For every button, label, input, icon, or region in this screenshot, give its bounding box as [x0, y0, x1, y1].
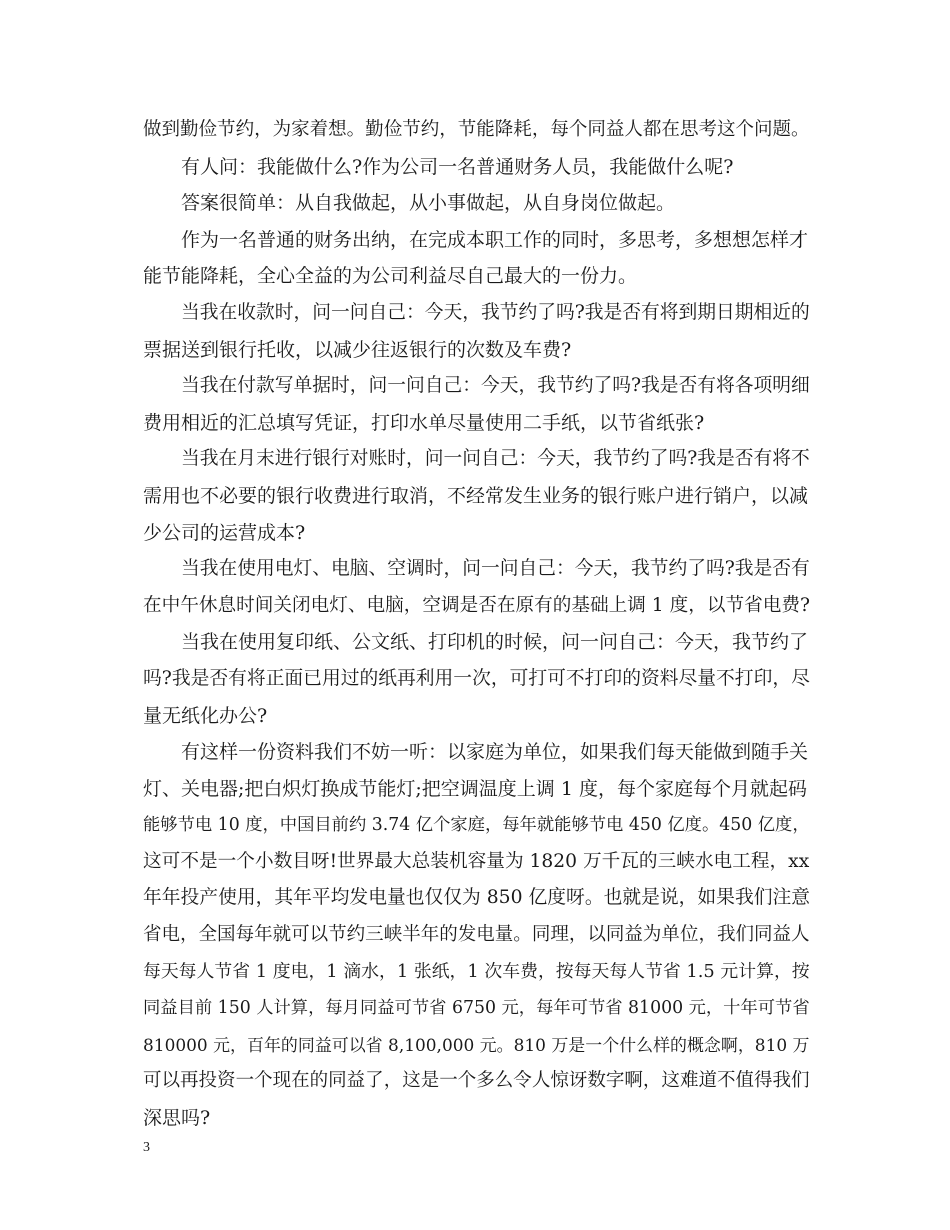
text-line: 做到勤俭节约，为家着想。勤俭节约，节能降耗，每个同益人都在思考这个问题。 — [143, 119, 810, 140]
text-line: 在中午休息时间关闭电灯、电脑，空调是否在原有的基础上调 1 度，以节省电费? — [143, 594, 810, 616]
text-line: 810000 元，百年的同益可以省 8,100,000 元。810 万是一个什么样的概念啊，810 万 — [143, 1034, 810, 1055]
text-line: 可以再投资一个现在的同益了，这是一个多么令人惊讶数字啊，这难道不值得我们 — [143, 1070, 810, 1092]
text-line: 这可不是一个小数目呀!世界最大总装机容量为 1820 万千瓦的三峡水电工程，xx — [143, 850, 810, 872]
text-line: 量无纸化办公? — [143, 704, 268, 727]
text-line: 有人问：我能做什么?作为公司一名普通财务人员，我能做什么呢? — [181, 155, 734, 178]
text-line: 需用也不必要的银行收费进行取消，不经常发生业务的银行账户进行销户，以减 — [143, 484, 809, 507]
text-line: 吗?我是否有将正面已用过的纸再利用一次，可打可不打印的资料尽量不打印，尽 — [143, 667, 810, 689]
text-line: 少公司的运营成本? — [143, 521, 306, 544]
text-line: 每天每人节省 1 度电，1 滴水，1 张纸，1 次车费，按每天每人节省 1.5 元计算，按 — [143, 960, 810, 982]
page-number: 3 — [143, 1140, 150, 1155]
text-line: 有这样一份资料我们不妨一听：以家庭为单位，如果我们每天能做到随手关 — [181, 741, 809, 764]
text-line: 费用相近的汇总填写凭证，打印水单尽量使用二手纸，以节省纸张? — [143, 411, 705, 434]
text-line: 当我在收款时，问一问自己：今天，我节约了吗?我是否有将到期日期相近的 — [181, 301, 810, 323]
text-line: 当我在使用复印纸、公文纸、打印机的时候，问一问自己：今天，我节约了 — [181, 631, 809, 654]
text-line: 票据送到银行托收，以减少往返银行的次数及车费? — [143, 338, 572, 361]
text-line: 答案很简单：从自我做起，从小事做起，从自身岗位做起。 — [181, 192, 676, 215]
text-line: 同益目前 150 人计算，每月同益可节省 6750 元，每年可节省 81000 元，十年可节省 — [143, 998, 810, 1019]
text-line: 当我在使用电灯、电脑、空调时，问一问自己：今天，我节约了吗?我是否有 — [181, 558, 810, 580]
text-line: 当我在付款写单据时，问一问自己：今天，我节约了吗?我是否有将各项明细 — [181, 375, 810, 397]
document-body — [143, 112, 810, 1137]
text-line: 作为一名普通的财务出纳，在完成本职工作的同时，多思考，多想想怎样才 — [181, 228, 809, 251]
text-line: 能节能降耗，全心全益的为公司利益尽自己最大的一份力。 — [143, 265, 638, 288]
text-line: 年年投产使用，其年平均发电量也仅仅为 850 亿度呀。也就是说，如果我们注意 — [143, 887, 811, 909]
text-line: 省电，全国每年就可以节约三峡半年的发电量。同理，以同益为单位，我们同益人 — [143, 924, 810, 946]
text-line: 当我在月末进行银行对账时，问一问自己：今天，我节约了吗?我是否有将不 — [181, 448, 810, 470]
text-line: 灯、关电器;把白炽灯换成节能灯;把空调温度上调 1 度，每个家庭每个月就起码 — [143, 777, 807, 800]
text-line: 能够节电 10 度，中国目前约 3.74 亿个家庭，每年就能够节电 450 亿度。450 亿度， — [143, 815, 810, 836]
text-line: 深思吗? — [143, 1107, 211, 1130]
